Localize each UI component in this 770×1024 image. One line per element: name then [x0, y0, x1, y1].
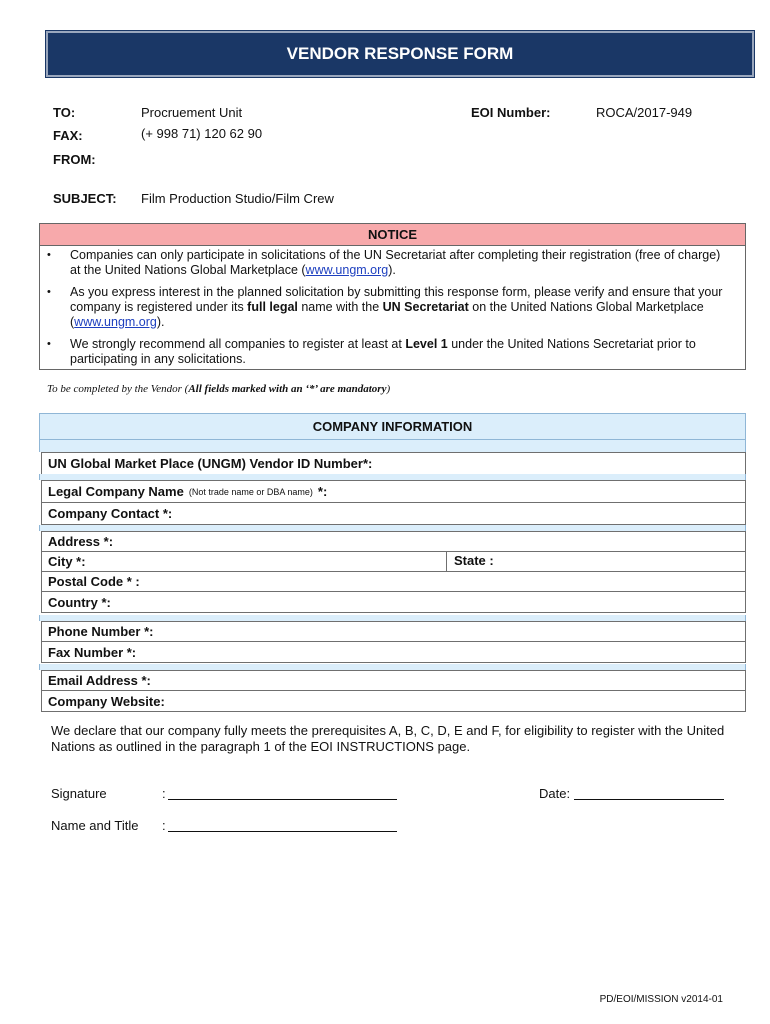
name-title-colon: : [162, 818, 166, 833]
declaration-text: We declare that our company fully meets the prerequisites A, B, C, D, E and F, for eligibility to register with the United Nations as outlined in the paragraph 1 of the EOI INSTRUCTIONS page. [51, 723, 725, 754]
company-info-heading: COMPANY INFORMATION [39, 413, 746, 440]
email-field[interactable]: Email Address *: [42, 671, 745, 691]
name-title-label: Name and Title [51, 818, 139, 833]
phone-field[interactable]: Phone Number *: [42, 622, 745, 642]
notice-item: • As you express interest in the planned solicitation by submitting this response form, please verify and ensure that your company is registered under its full legal name with the UN Secretariat on the United Nations Global Marketplace (www.ungm.org). [47, 285, 723, 329]
notice-item: • Companies can only participate in solicitations of the UN Secretariat after completing their registration (free of charge) at the United Nations Global Marketplace (www.ungm.org). [47, 248, 721, 277]
company-name-group [41, 480, 746, 525]
bullet-icon: • [47, 338, 51, 350]
eoi-number-label: EOI Number: [471, 105, 551, 120]
company-contact-field[interactable]: Company Contact *: [48, 506, 173, 521]
section-spacer [39, 440, 746, 452]
subject-value: Film Production Studio/Film Crew [141, 191, 334, 206]
address-field[interactable]: Address *: [42, 532, 745, 552]
notice-box [39, 223, 746, 370]
postal-code-field[interactable]: Postal Code * : [42, 572, 745, 592]
name-title-line[interactable] [168, 818, 397, 832]
vendor-note: To be completed by the Vendor (All fields marked with an ‘*’ are mandatory) [47, 383, 391, 395]
contact-group [41, 670, 746, 712]
legal-name-field[interactable]: Legal Company Name (Not trade name or DBA name) *: [42, 481, 745, 503]
to-value: Procruement Unit [141, 105, 243, 120]
city-field[interactable]: City *: [42, 552, 447, 571]
phone-group [41, 621, 746, 663]
signature-colon: : [162, 786, 166, 801]
to-label: TO: [53, 105, 76, 120]
city-state-row [42, 552, 745, 572]
notice-list [40, 246, 745, 367]
address-group [41, 531, 746, 613]
fax-field[interactable]: Fax Number *: [48, 644, 137, 660]
ungm-link[interactable]: www.ungm.org [74, 315, 157, 329]
signature-label: Signature [51, 786, 107, 801]
eoi-number-value: ROCA/2017-949 [596, 105, 693, 120]
notice-item: • We strongly recommend all companies to register at least at Level 1 under the United Nations Secretariat prior to participating in any solicitations. [47, 337, 696, 366]
form-title: VENDOR RESPONSE FORM [46, 31, 754, 77]
fax-value: (+ 998 71) 120 62 90 [141, 126, 263, 141]
from-label: FROM: [53, 152, 96, 167]
state-field[interactable]: State : [454, 553, 494, 568]
country-field[interactable]: Country *: [48, 594, 111, 610]
date-line[interactable] [574, 786, 724, 800]
signature-line[interactable] [168, 786, 397, 800]
ungm-id-field [41, 452, 746, 475]
subject-label: SUBJECT: [53, 191, 117, 206]
ungm-id-label[interactable]: UN Global Market Place (UNGM) Vendor ID Number*: [48, 456, 373, 471]
bullet-icon: • [47, 249, 51, 261]
footer-code: PD/EOI/MISSION v2014-01 [599, 994, 723, 1005]
notice-heading: NOTICE [40, 224, 745, 246]
website-field[interactable]: Company Website: [48, 693, 165, 709]
bullet-icon: • [47, 286, 51, 298]
date-label: Date: [539, 786, 571, 801]
fax-label: FAX: [53, 128, 83, 143]
ungm-link[interactable]: www.ungm.org [305, 263, 389, 277]
